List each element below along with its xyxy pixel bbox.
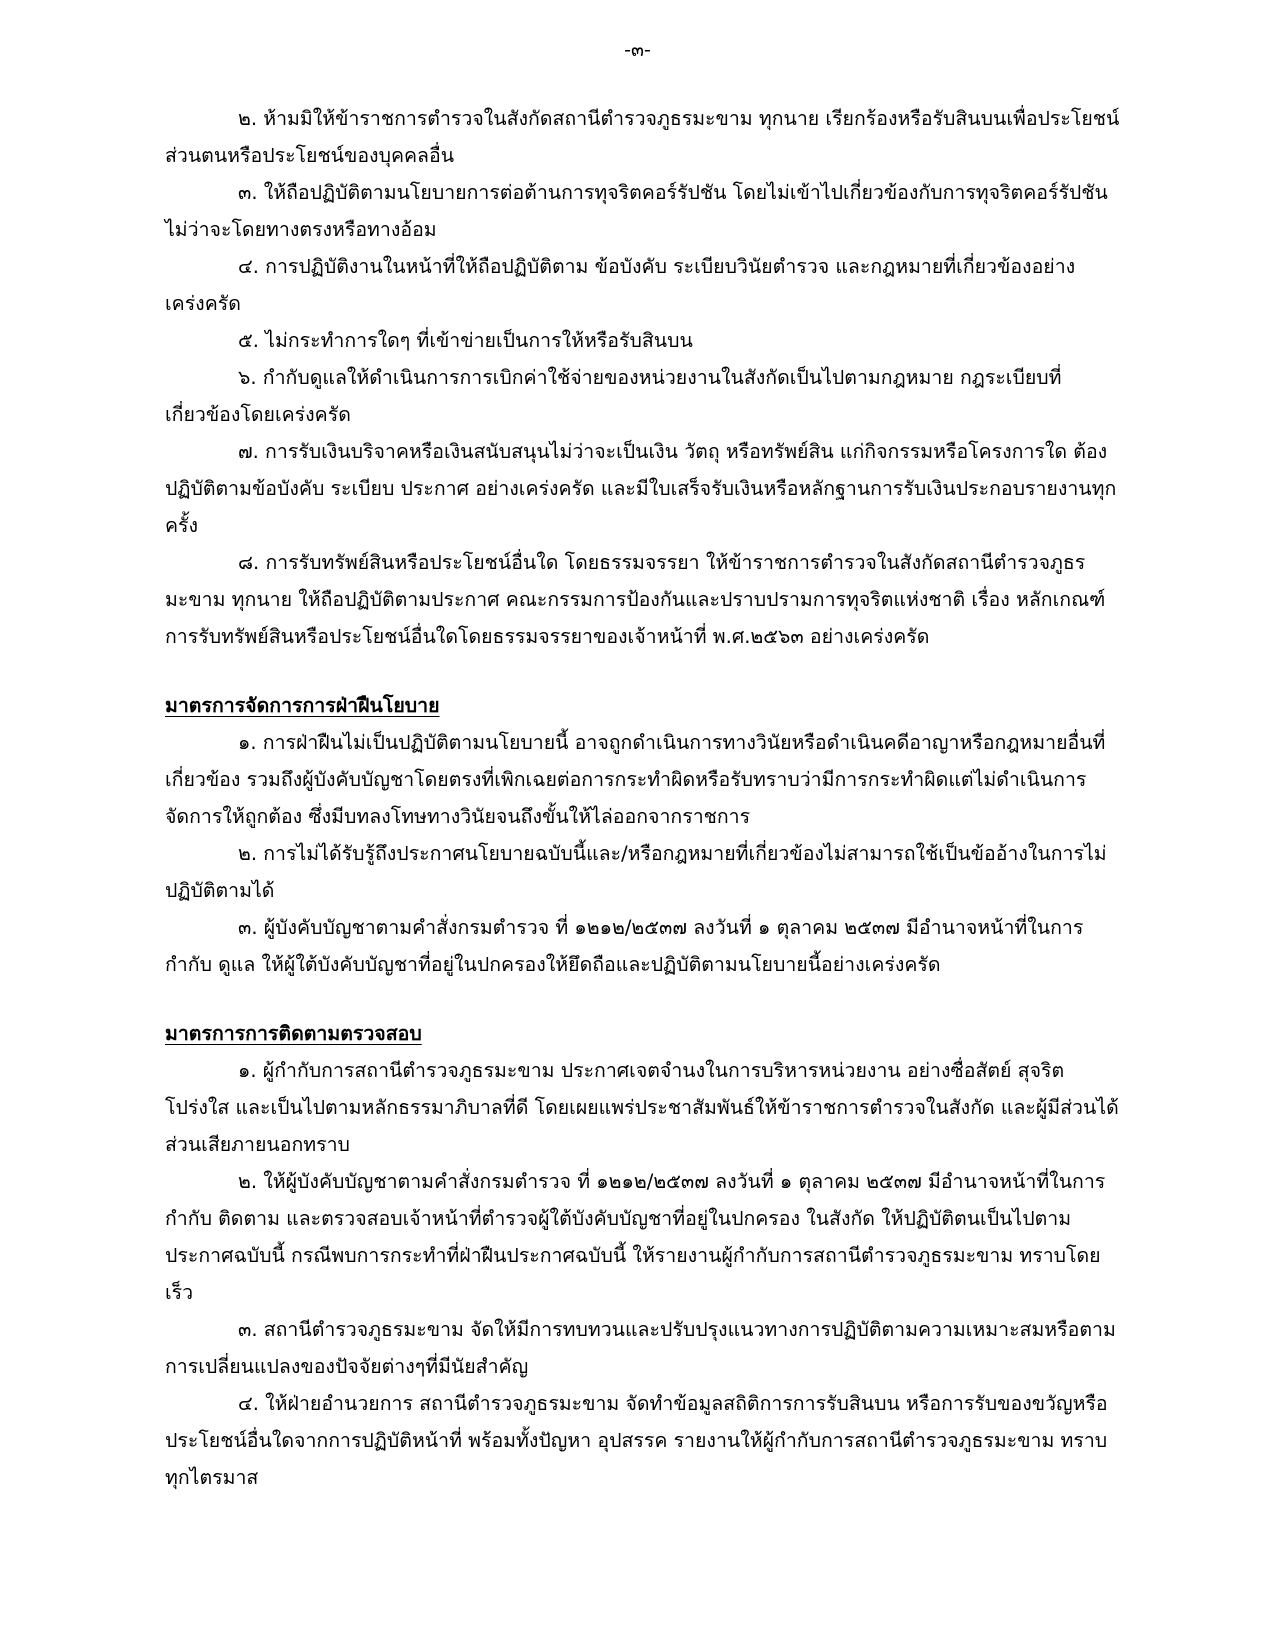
list-item: ๓. ผู้บังคับบัญชาตามคำสั่งกรมตำรวจ ที่ ๑๒๑๒/๒๕๓๗ ลงวันที่ ๑ ตุลาคม ๒๕๓๗ มีอำนาจหน้าที่ในการกำกับ ดูแล ให้ผู้ใต้บังคับบัญชาที่อยู่ในปกครองให้ยึดถือและปฏิบัติตามนโยบายนี้อย่างเคร่งครัด [165,916,1084,976]
list-item: ๒. การไม่ได้รับรู้ถึงประกาศนโยบายฉบับนี้และ/หรือกฎหมายที่เกี่ยวข้องไม่สามารถใช้เป็นข้ออ้างในการไม่ปฏิบัติตามได้ [165,842,1107,902]
section-heading: มาตรการการติดตามตรวจสอบ [165,1022,422,1045]
policy-list-continued [165,100,1125,655]
list-item: ๒. ห้ามมิให้ข้าราชการตำรวจในสังกัดสถานีตำรวจภูธรมะขาม ทุกนาย เรียกร้องหรือรับสินบนเพื่อประโยชน์ส่วนตนหรือประโยชน์ของบุคคลอื่น [165,107,1120,167]
section-heading: มาตรการจัดการการฝ่าฝืนโยบาย [165,694,440,717]
list-item: ๕. ไม่กระทำการใดๆ ที่เข้าข่ายเป็นการให้หรือรับสินบน [238,329,693,352]
list-item: ๑. การฝ่าฝืนไม่เป็นปฏิบัติตามนโยบายนี้ อาจถูกดำเนินการทางวินัยหรือดำเนินคดีอาญาหรือกฎหมายอื่นที่เกี่ยวข้อง รวมถึงผู้บังคับบัญชาโดยตรงที่เพิกเฉยต่อการกระทำผิดหรือรับทราบว่ามีการกระทำผิดแต่ไม่ดำเนินการจัดการให้ถูกต้อง ซึ่งมีบทลงโทษทางวินัยจนถึงขั้นให้ไล่ออกจากราชการ [165,731,1106,828]
list-item: ๓. ให้ถือปฏิบัติตามนโยบายการต่อต้านการทุจริตคอร์รัปชัน โดยไม่เข้าไปเกี่ยวข้องกับการทุจริตคอร์รัปชันไม่ว่าจะโดยทางตรงหรือทางอ้อม [165,181,1108,241]
list-item: ๔. ให้ฝ่ายอำนวยการ สถานีตำรวจภูธรมะขาม จัดทำข้อมูลสถิติการการรับสินบน หรือการรับของขวัญหรือประโยชน์อื่นใดจากการปฏิบัติหน้าที่ พร้อมทั้งปัญหา อุปสรรค รายงานให้ผู้กำกับการสถานีตำรวจภูธรมะขาม ทราบทุกไตรมาส [165,1392,1108,1489]
section-spacer [165,983,1125,1015]
list-item: ๓. สถานีตำรวจภูธรมะขาม จัดให้มีการทบทวนและปรับปรุงแนวทางการปฏิบัติตามความเหมาะสมหรือตามการเปลี่ยนแปลงของปัจจัยต่างๆที่มีนัยสำคัญ [165,1318,1116,1378]
list-item: ๔. การปฏิบัติงานในหน้าที่ให้ถือปฏิบัติตาม ข้อบังคับ ระเบียบวินัยตำรวจ และกฎหมายที่เกี่ยวข้องอย่างเคร่งครัด [165,255,1076,315]
page-number: -๓- [624,39,651,61]
list-item: ๖. กำกับดูแลให้ดำเนินการการเบิกค่าใช้จ่ายของหน่วยงานในสังกัดเป็นไปตามกฎหมาย กฎระเบียบที่เกี่ยวข้องโดยเคร่งครัด [165,366,1062,426]
list-item: ๘. การรับทรัพย์สินหรือประโยชน์อื่นใด โดยธรรมจรรยา ให้ข้าราชการตำรวจในสังกัดสถานีตำรวจภูธรมะขาม ทุกนาย ให้ถือปฏิบัติตามประกาศ คณะกรรมการป้องกันและปราบปรามการทุจริตแห่งชาติ เรื่อง หลักเกณฑ์การรับทรัพย์สินหรือประโยชน์อื่นใดโดยธรรมจรรยาของเจ้าหน้าที่ พ.ศ.๒๕๖๓ อย่างเคร่งครัด [165,551,1106,648]
section-spacer [165,655,1125,687]
violation-measures-section [165,687,1125,983]
list-item: ๗. การรับเงินบริจาคหรือเงินสนับสนุนไม่ว่าจะเป็นเงิน วัตถุ หรือทรัพย์สิน แก่กิจกรรมหรือโครงการใด ต้องปฏิบัติตามข้อบังคับ ระเบียบ ประกาศ อย่างเคร่งครัด และมีใบเสร็จรับเงินหรือหลักฐานการรับเงินประกอบรายงานทุกครั้ง [165,440,1117,537]
monitoring-measures-section [165,1015,1125,1496]
list-item: ๑. ผู้กำกับการสถานีตำรวจภูธรมะขาม ประกาศเจตจำนงในการบริหารหน่วยงาน อย่างซื่อสัตย์ สุจริต โปร่งใส และเป็นไปตามหลักธรรมาภิบาลที่ดี โดยเผยแพร่ประชาสัมพันธ์ให้ข้าราชการตำรวจในสังกัด และผู้มีส่วนได้ส่วนเสียภายนอกทราบ [165,1059,1119,1156]
document-body [165,100,1125,1496]
list-item: ๒. ให้ผู้บังคับบัญชาตามคำสั่งกรมตำรวจ ที่ ๑๒๑๒/๒๕๓๗ ลงวันที่ ๑ ตุลาคม ๒๕๓๗ มีอำนาจหน้าที่ในการกำกับ ติดตาม และตรวจสอบเจ้าหน้าที่ตำรวจผู้ใต้บังคับบัญชาที่อยู่ในปกครอง ในสังกัด ให้ปฏิบัติตนเป็นไปตามประกาศฉบับนี้ กรณีพบการกระทำที่ฝ่าฝืนประกาศฉบับนี้ ให้รายงานผู้กำกับการสถานีตำรวจภูธรมะขาม ทราบโดยเร็ว [165,1170,1106,1304]
